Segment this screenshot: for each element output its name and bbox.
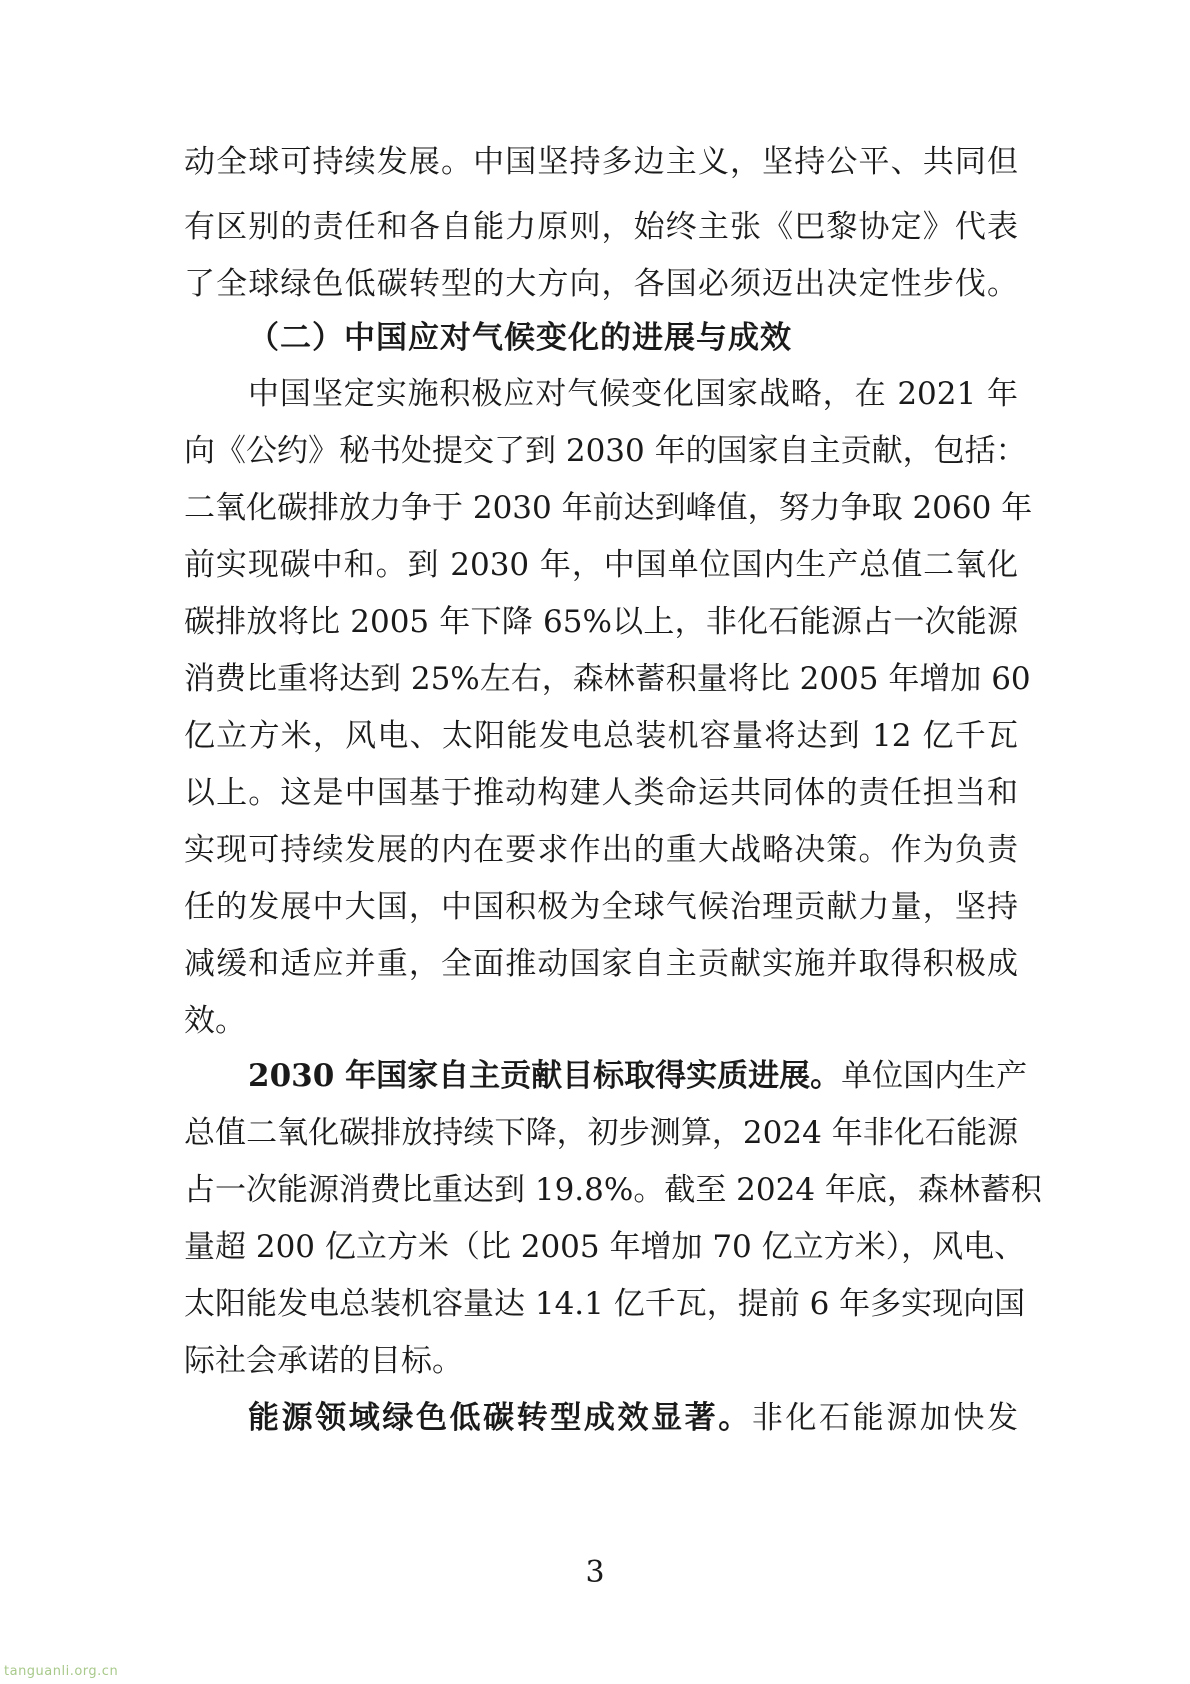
bold-lead: 能源领域绿色低碳转型成效显著。 xyxy=(248,1400,752,1436)
paragraph-line: 碳排放将比 2005 年下降 65%以上，非化石能源占一次能源 xyxy=(184,604,1018,640)
bold-lead: 2030 年国家自主贡献目标取得实质进展。 xyxy=(248,1058,842,1094)
paragraph-text: 单位国内生产 xyxy=(841,1058,1028,1094)
paragraph-text: 非化石能源加快发 xyxy=(751,1400,1019,1436)
paragraph-line: 向《公约》秘书处提交了到 2030 年的国家自主贡献，包括： xyxy=(184,433,1027,469)
paragraph-line: 实现可持续发展的内在要求作出的重大战略决策。作为负责 xyxy=(184,832,1018,868)
paragraph-line xyxy=(248,1398,1018,1438)
paragraph-line: 有区别的责任和各自能力原则，始终主张《巴黎协定》代表 xyxy=(184,209,1018,245)
page-number: 3 xyxy=(585,1555,605,1590)
paragraph-line: 动全球可持续发展。中国坚持多边主义，坚持公平、共同但 xyxy=(184,144,1018,180)
section-heading: （二）中国应对气候变化的进展与成效 xyxy=(248,320,792,356)
paragraph-line: 了全球绿色低碳转型的大方向，各国必须迈出决定性步伐。 xyxy=(184,266,1018,302)
paragraph-line: 以上。这是中国基于推动构建人类命运共同体的责任担当和 xyxy=(184,775,1018,811)
paragraph-line: 前实现碳中和。到 2030 年，中国单位国内生产总值二氧化 xyxy=(184,547,1018,583)
paragraph-line: 任的发展中大国，中国积极为全球气候治理贡献力量，坚持 xyxy=(184,889,1018,925)
paragraph-line: 中国坚定实施积极应对气候变化国家战略，在 2021 年 xyxy=(248,376,1018,412)
paragraph-line: 际社会承诺的目标。 xyxy=(184,1343,463,1379)
paragraph-line: 效。 xyxy=(184,1003,246,1039)
paragraph-line: 太阳能发电总装机容量达 14.1 亿千瓦，提前 6 年多实现向国 xyxy=(184,1286,1026,1322)
paragraph-line: 消费比重将达到 25%左右，森林蓄积量将比 2005 年增加 60 xyxy=(184,661,1031,697)
paragraph-line: 亿立方米，风电、太阳能发电总装机容量将达到 12 亿千瓦 xyxy=(184,718,1018,754)
paragraph-line: 减缓和适应并重，全面推动国家自主贡献实施并取得积极成 xyxy=(184,946,1018,982)
paragraph-line: 总值二氧化碳排放持续下降，初步测算，2024 年非化石能源 xyxy=(184,1115,1018,1151)
paragraph-line xyxy=(248,1056,1028,1096)
paragraph-line: 占一次能源消费比重达到 19.8%。截至 2024 年底，森林蓄积 xyxy=(184,1172,1042,1208)
paragraph-line: 二氧化碳排放力争于 2030 年前达到峰值，努力争取 2060 年 xyxy=(184,490,1033,526)
paragraph-line: 量超 200 亿立方米（比 2005 年增加 70 亿立方米），风电、 xyxy=(184,1229,1026,1265)
watermark: tanguanli.org.cn xyxy=(4,1664,119,1679)
